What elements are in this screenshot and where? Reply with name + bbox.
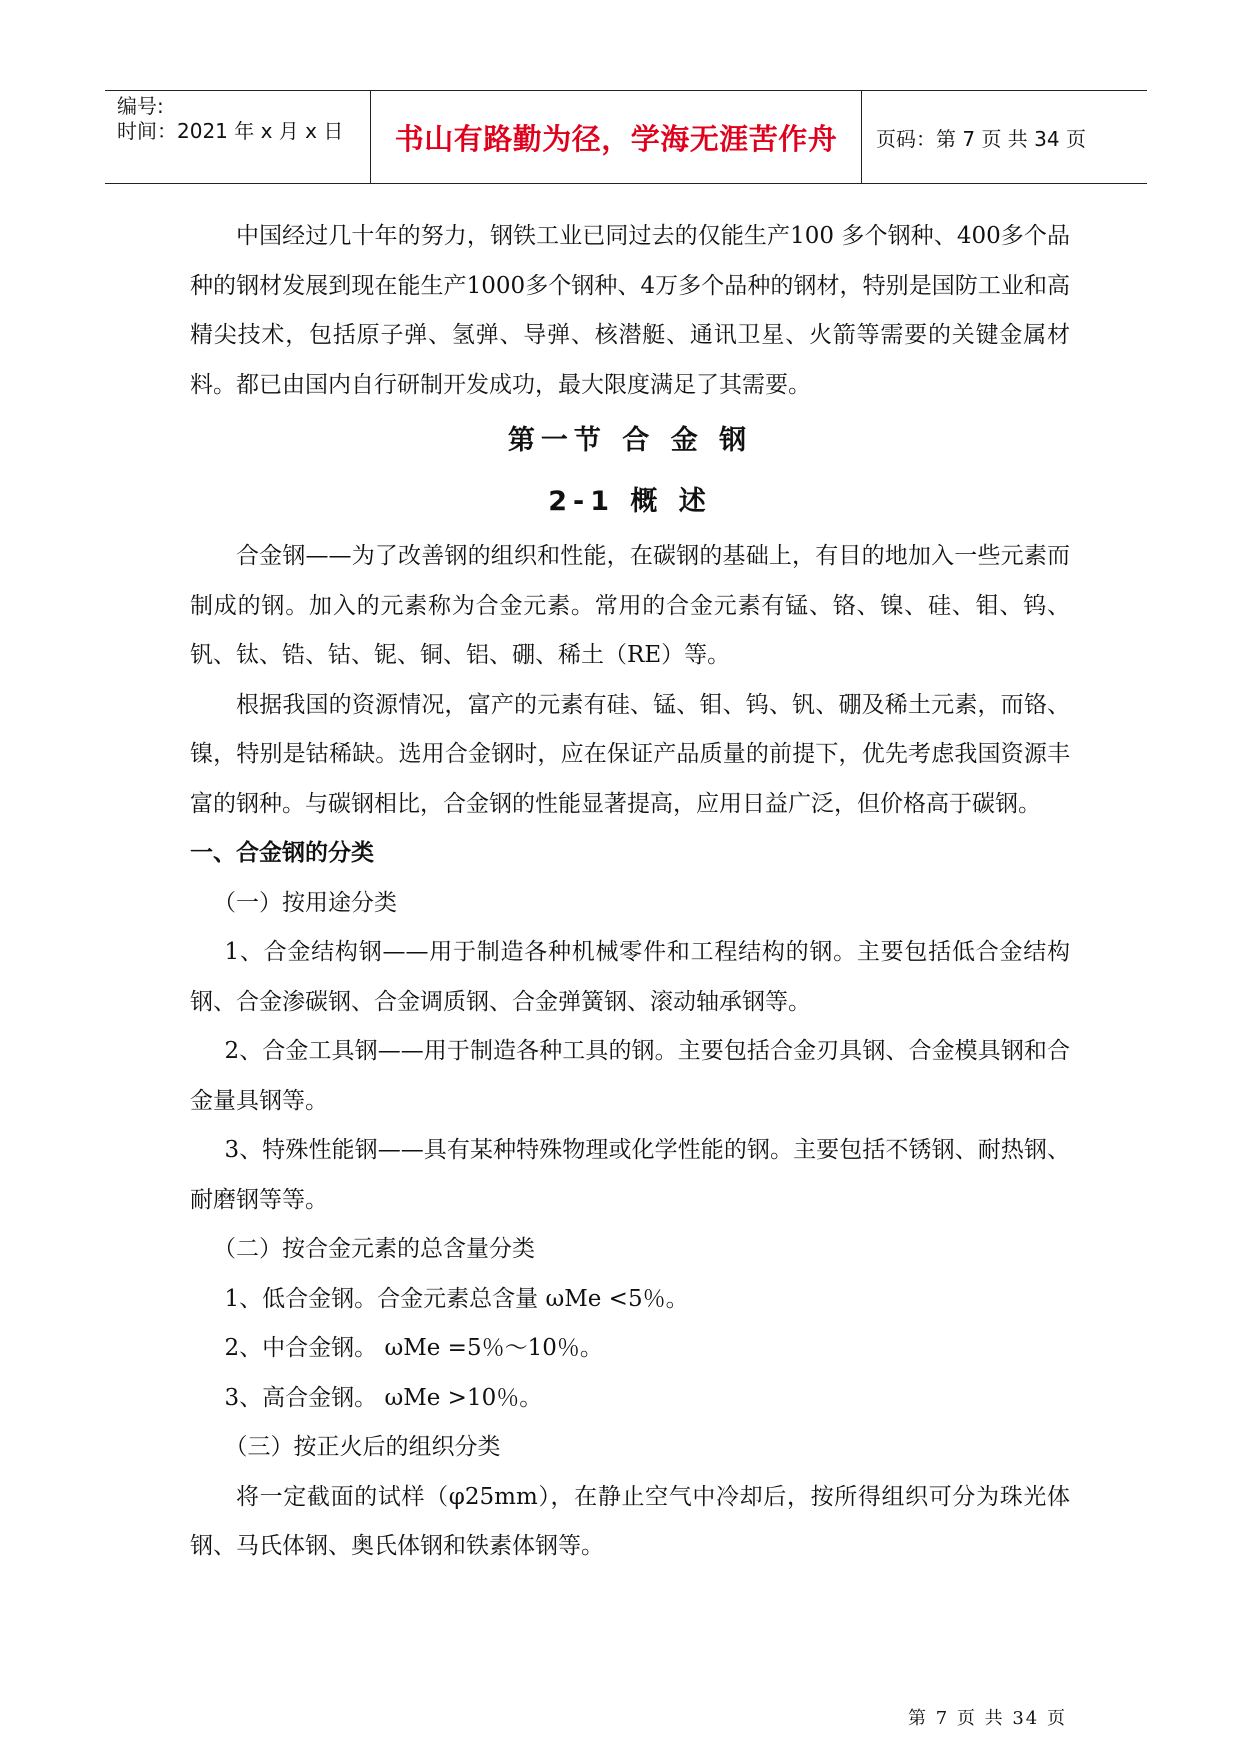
subheading-by-structure: （三）按正火后的组织分类 [224, 1434, 501, 1460]
item-structural-steel: 1、合金结构钢——用于制造各种机械零件和工程结构的钢。主要包括低合金结构钢、合金渗碳钢、合金调质钢、合金弹簧钢、滚动轴承钢等。 [190, 939, 1070, 1015]
item-low-alloy: 1、低合金钢。合金元素总含量 ωMe <5％。 [224, 1285, 689, 1312]
section-title: 第一节 合 金 钢 [507, 425, 753, 456]
item-special-steel: 3、特殊性能钢——具有某种特殊物理或化学性能的钢。主要包括不锈钢、耐热钢、耐磨钢等等。 [190, 1137, 1070, 1213]
subheading-by-use: （一）按用途分类 [213, 889, 397, 916]
page-footer: 第 7 页 共 34 页 [908, 1708, 1067, 1729]
document-body [190, 212, 1070, 1572]
subsection-title: 2-1 概 述 [548, 486, 712, 517]
item-mid-alloy: 2、中合金钢。 ωMe =5％～10％。 [224, 1335, 603, 1361]
serial-label: 编号: [117, 94, 164, 118]
item-high-alloy: 3、高合金钢。 ωMe >10％。 [224, 1384, 543, 1411]
motto-text: 书山有路勤为径，学海无涯苦作舟 [394, 121, 838, 156]
normalize-paragraph: 将一定截面的试样（φ25mm），在静止空气中冷却后，按所得组织可分为珠光体钢、马氏体钢、奥氏体钢和铁素体钢等。 [190, 1483, 1070, 1559]
header-page-cell [862, 91, 1147, 183]
page-header [105, 90, 1147, 184]
time-label: 时间：2021 年 x 月 x 日 [117, 119, 344, 143]
definition-paragraph: 合金钢——为了改善钢的组织和性能，在碳钢的基础上，有目的地加入一些元素而制成的钢。加入的元素称为合金元素。常用的合金元素有锰、铬、镍、硅、钼、钨、钒、钛、锆、钴、铌、铜、铝、硼、稀土（RE）等。 [190, 543, 1070, 668]
classification-heading: 一、合金钢的分类 [190, 840, 374, 866]
subheading-by-content: （二）按合金元素的总含量分类 [213, 1236, 535, 1262]
header-motto-cell [371, 91, 862, 183]
item-tool-steel: 2、合金工具钢——用于制造各种工具的钢。主要包括合金刃具钢、合金模具钢和合金量具钢等。 [190, 1038, 1070, 1114]
intro-paragraph: 中国经过几十年的努力，钢铁工业已同过去的仅能生产100 多个钢种、400多个品种的钢材发展到现在能生产1000多个钢种、4万多个品种的钢材，特别是国防工业和高精尖技术，包括原子弹、氢弹、导弹、核潜艇、通讯卫星、火箭等需要的关键金属材料。都已由国内自行研制开发成功，最大限度满足了其需要。 [190, 223, 1070, 398]
page-code: 页码：第 7 页 共 34 页 [876, 126, 1086, 151]
resources-paragraph: 根据我国的资源情况，富产的元素有硅、锰、钼、钨、钒、硼及稀土元素，而铬、镍，特别是钴稀缺。选用合金钢时，应在保证产品质量的前提下，优先考虑我国资源丰富的钢种。与碳钢相比，合金钢的性能显著提高，应用日益广泛，但价格高于碳钢。 [190, 691, 1070, 817]
header-info-cell [105, 91, 371, 183]
